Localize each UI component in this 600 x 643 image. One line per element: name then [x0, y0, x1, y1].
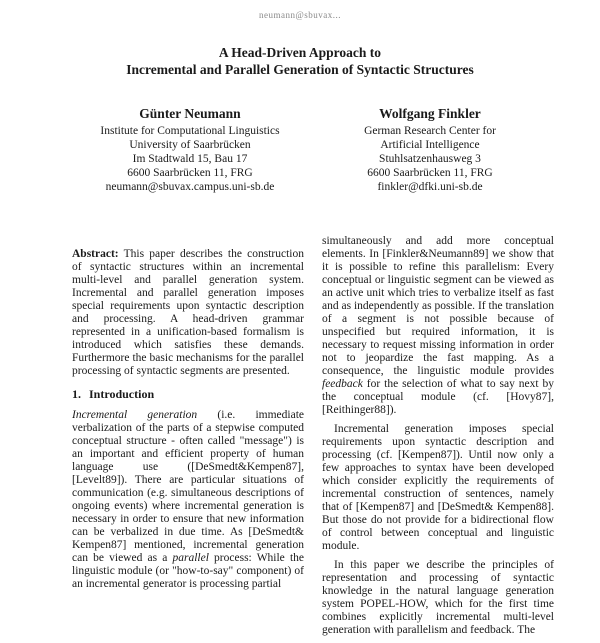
intro-emphasis-parallel: parallel [172, 552, 209, 564]
intro-text: (i.e. immediate verbalization of the parts of a stepwise computed conceptual structure - often called "message") is an important and efficient property of human language use ([DeSmedt&Kempen87], [Levelt89]). There are particular situations of communication (e.g. simultaneous descriptions of ongoing events) where incremental generation is necessary in order to ensure that new information can be verbalized in due time. As [DeSmedt& Kempen87] mentioned, incremental generation can be viewed as a [72, 409, 304, 564]
right-column [322, 235, 554, 643]
right-paragraph-2: Incremental generation imposes special requirements upon syntactic description and processing (cf. [Kempen87]). Until now only a few approaches to syntax have been developed which consider explicitly the requirements of incremental construction of sentences, namely that of [Kempen87] and [DeSmedt& Kempen88]. But those do not provide for a bidirectional flow of control between conceptual and linguistic module. [322, 423, 554, 552]
abstract-paragraph [72, 248, 304, 378]
author-affiliation-line: University of Saarbrücken [129, 139, 251, 151]
section-heading-introduction [72, 388, 304, 401]
intro-emphasis: Incremental generation [72, 409, 198, 421]
right-p1-end: for the selection of what to say next by the conceptual module (cf. [Hovy87], [Reithinger88]). [322, 378, 554, 416]
author-affiliation-line: German Research Center for [364, 125, 496, 137]
author-block-neumann [90, 106, 290, 194]
section-number: 1. [72, 387, 81, 401]
author-email: neumann@sbuvax.campus.uni-sb.de [105, 181, 275, 193]
author-affiliation-line: Artificial Intelligence [380, 139, 480, 151]
author-name: Wolfgang Finkler [379, 106, 481, 121]
author-address-line: 6600 Saarbrücken 11, FRG [367, 167, 493, 179]
paper-title [40, 44, 560, 78]
author-address-line: Stuhlsatzenhausweg 3 [379, 153, 481, 165]
left-column [72, 248, 304, 597]
feedback-emphasis: feedback [322, 378, 363, 390]
author-address-line: Im Stadtwald 15, Bau 17 [132, 153, 248, 165]
author-block-finkler [330, 106, 530, 194]
author-address-line: 6600 Saarbrücken 11, FRG [127, 167, 253, 179]
right-paragraph-3: In this paper we describe the principles of representation and processing of syntactic knowledge in the natural language generation system POPEL-HOW, which for the first time combines explicitly incremental multi-level generation with parallelism and feedback. The [322, 559, 554, 636]
header-id-text: neumann@sbuvax... [258, 10, 342, 20]
author-email: finkler@dfki.uni-sb.de [377, 181, 483, 193]
intro-text-end: process: While the linguistic module (or "how-to-say" component) of an incremental generator is processing partial [72, 552, 304, 590]
abstract-label: Abstract: [72, 248, 119, 260]
title-line-1: A Head-Driven Approach to [218, 45, 382, 60]
abstract-text: This paper describes the construction of syntactic structures within an incremental multi-level and parallel generation system. Incremental and parallel generation imposes special requirements upon syntactic description and processing. A head-driven grammar represented in a unification-based formalism is introduced which satisfies these demands. Furthermore the basic mechanisms for the parallel processing of syntactic segments are presented. [72, 248, 304, 377]
right-paragraph-1 [322, 235, 554, 417]
author-name: Günter Neumann [139, 106, 241, 121]
right-p1-text: simultaneously and add more conceptual elements. In [Finkler&Neumann89] we show that it is possible to refine this parallelism: Every conceptual or linguistic segment can be viewed as an active unit which tries to verbalize itself as fast and as independently as possible. If the translation of a segment is not possible because of unspecified but required information, it is necessary to request missing information in order not to jeopardize the fast mapping. As a consequence, the linguistic module provides [322, 235, 554, 377]
section-title: Introduction [89, 387, 155, 401]
author-affiliation-line: Institute for Computational Linguistics [100, 125, 280, 137]
title-line-2: Incremental and Parallel Generation of Syntactic Structures [126, 62, 474, 77]
intro-paragraph [72, 409, 304, 591]
